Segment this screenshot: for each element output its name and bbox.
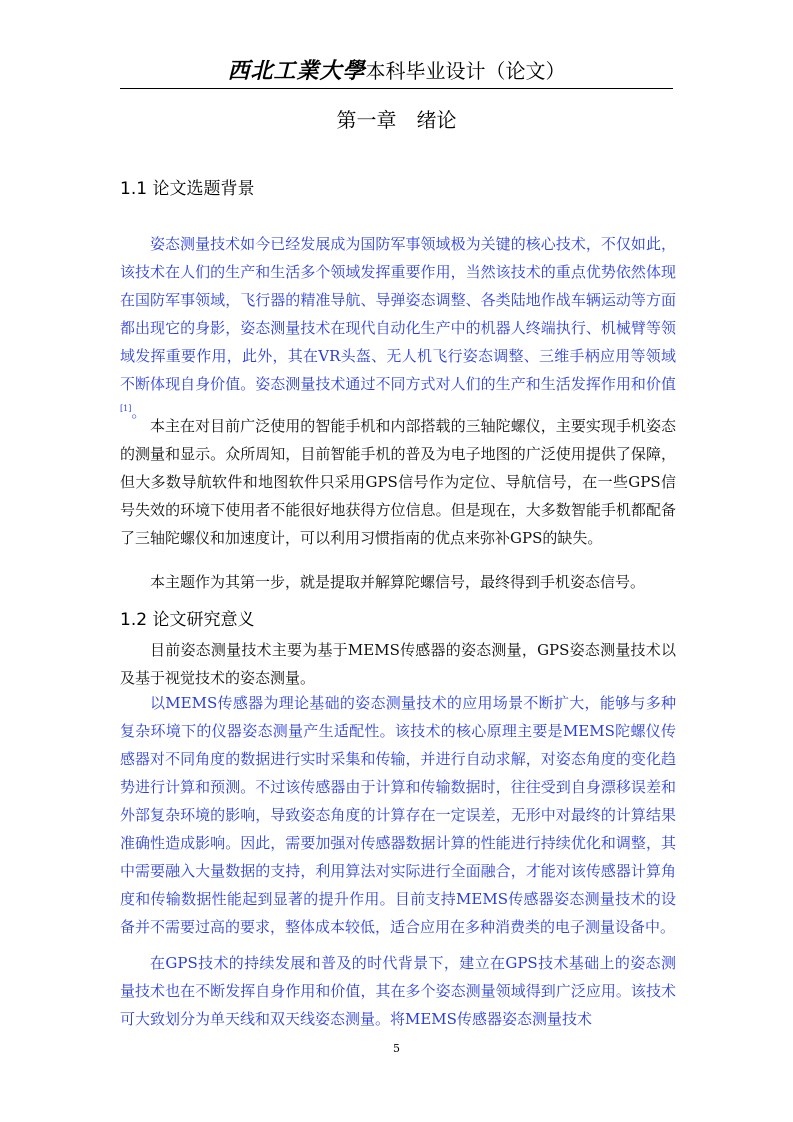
- citation-marker: [1]: [120, 404, 132, 413]
- section-heading-1-1: 1.1 论文选题背景: [120, 179, 255, 199]
- section-heading-1-2: 1.2 论文研究意义: [120, 610, 255, 630]
- paragraph-significance-3: 在GPS技术的持续发展和普及的时代背景下，建立在GPS技术基础上的姿态测量技术也在不断发挥自身作用和价值，其在多个姿态测量领域得到广泛应用。该技术可大致划分为单天线和双天线姿态测量。将MEMS传感器姿态测量技术: [120, 954, 676, 1028]
- paragraph-background-3: 本主题作为其第一步，就是提取并解算陀螺信号，最终得到手机姿态信号。: [150, 573, 646, 591]
- page-number: 5: [393, 1042, 400, 1055]
- chapter-title: 第一章 绪论: [336, 108, 457, 132]
- paragraph-background-1: [120, 230, 676, 426]
- page-header: [120, 54, 673, 89]
- paragraph-background-2: 本主在对目前广泛使用的智能手机和内部搭载的三轴陀螺仪，主要实现手机姿态的测量和显示。众所周知，目前智能手机的普及为电子地图的广泛使用提供了保障，但大多数导航软件和地图软件只采用GPS信号作为定位、导航信号，在一些GPS信号失效的环境下使用者不能很好地获得方位信息。但是现在，大多数智能手机都配备了三轴陀螺仪和加速度计，可以利用习惯指南的优点来弥补GPS的缺失。: [120, 417, 676, 547]
- paragraph-text: 姿态测量技术如今已经发展成为国防军事领域极为关键的核心技术，不仅如此，该技术在人们的生产和生活多个领域发挥重要作用，当然该技术的重点优势依然体现在国防军事领域，飞行器的精准导航、导弹姿态调整、各类陆地作战车辆运动等方面都出现它的身影，姿态测量技术在现代自动化生产中的机器人终端执行、机械臂等领域发挥重要作用，此外，其在VR头盔、无人机飞行姿态调整、三维手柄应用等领域不断体现自身价值。姿态测量技术通过不同方式对人们的生产和生活发挥作用和价值: [120, 235, 676, 393]
- header-title: 本科毕业设计（论文）: [365, 59, 566, 83]
- university-logo-text: 西北工業大學: [227, 58, 366, 84]
- paragraph-significance-2: 以MEMS传感器为理论基础的姿态测量技术的应用场景不断扩大，能够与多种复杂环境下的仪器姿态测量产生适配性。该技术的核心原理主要是MEMS陀螺仪传感器对不同角度的数据进行实时采集和传输，并进行自动求解，对姿态角度的变化趋势进行计算和预测。不过该传感器由于计算和传输数据时，往往受到自身漂移误差和外部复杂环境的影响，导致姿态角度的计算存在一定误差，无形中对最终的计算结果准确性造成影响。因此，需要加强对传感器数据计算的性能进行持续优化和调整，其中需要融入大量数据的支持，利用算法对实际进行全面融合，才能对该传感器计算角度和传输数据性能起到显著的提升作用。目前支持MEMS传感器姿态测量技术的设备并不需要过高的要求，整体成本较低，适合应用在多种消费类的电子测量设备中。: [120, 694, 676, 936]
- paragraph-significance-1: 目前姿态测量技术主要为基于MEMS传感器的姿态测量，GPS姿态测量技术以及基于视觉技术的姿态测量。: [120, 641, 676, 687]
- paragraph-end: 。: [131, 403, 147, 421]
